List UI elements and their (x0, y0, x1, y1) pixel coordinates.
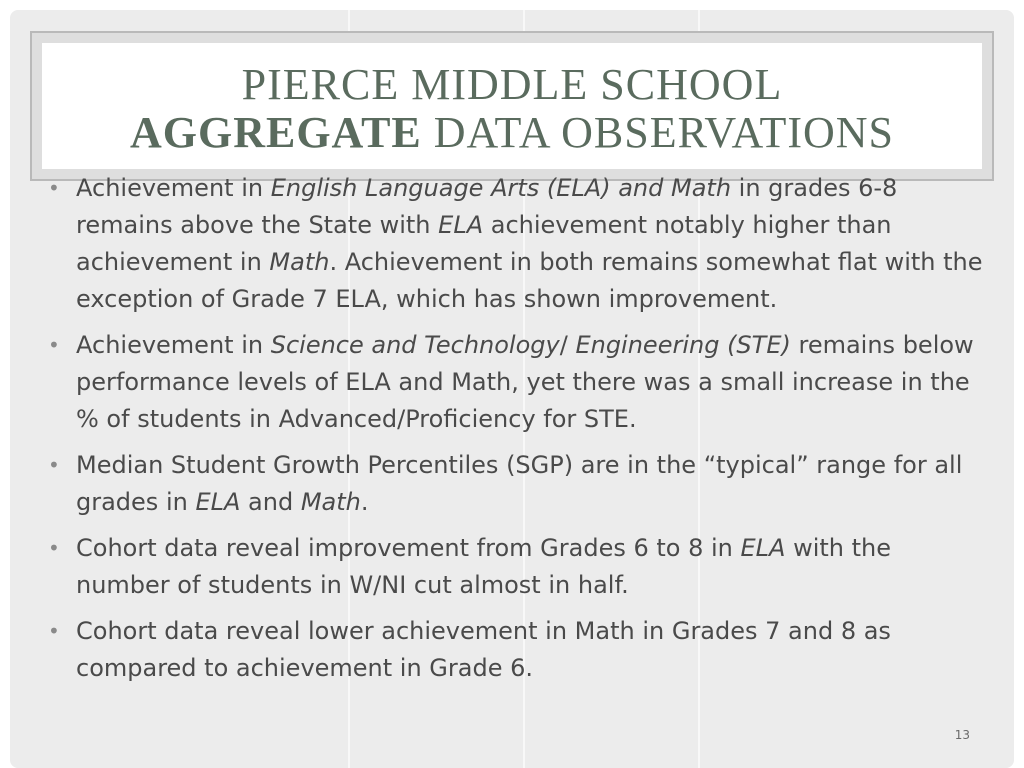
title-line-1: PIERCE MIDDLE SCHOOL (241, 60, 783, 109)
bullet-text: . (360, 488, 369, 516)
bullet-italic-text: ELA (438, 211, 484, 239)
bullet-italic-text: ELA (195, 488, 241, 516)
bullet-italic-text: Math (300, 488, 361, 516)
bullet-text: with the number of students in W/NI cut almost in half. (76, 534, 892, 599)
bullet-item (48, 447, 988, 521)
bullet-icon: • (48, 333, 60, 357)
bullet-text: Median Student Growth Percentiles (SGP) are in the “typical” range for all grades in (76, 451, 963, 516)
bullet-icon: • (48, 536, 60, 560)
bullet-icon: • (48, 619, 60, 643)
title-frame (30, 31, 994, 181)
bullet-item (48, 530, 988, 604)
bullet-text: Cohort data reveal improvement from Grades 6 to 8 in (76, 534, 741, 562)
title-rest: DATA OBSERVATIONS (421, 108, 894, 157)
bullet-italic-text: Science and Technology (270, 331, 560, 359)
title-bold-word: AGGREGATE (129, 108, 422, 157)
bullet-text: and (240, 488, 301, 516)
bullet-text: / (559, 331, 576, 359)
title-box (42, 43, 982, 169)
bullet-item (48, 613, 988, 687)
bullet-item (48, 327, 988, 438)
slide-number: 13 (954, 728, 970, 742)
slide (10, 10, 1014, 768)
bullet-italic-text: ELA (740, 534, 786, 562)
bullet-item (48, 170, 988, 318)
bullet-icon: • (48, 176, 60, 200)
bullet-list (48, 170, 988, 696)
bullet-text: Achievement in (76, 331, 271, 359)
bullet-italic-text: English Language Arts (ELA) and Math (270, 174, 732, 202)
bullet-text: . Achievement in both remains somewhat flat with the exception of Grade 7 ELA, which has shown improvement. (76, 248, 983, 313)
bullet-italic-text: Math (269, 248, 330, 276)
bullet-italic-text: Engineering (STE) (575, 331, 791, 359)
bullet-icon: • (48, 453, 60, 477)
title-line-2 (130, 109, 894, 157)
bullet-text: remains below performance levels of ELA and Math, yet there was a small increase in the % of students in Advanced/Proficiency for STE. (76, 331, 974, 433)
bullet-text: Cohort data reveal lower achievement in Math in Grades 7 and 8 as compared to achievement in Grade 6. (76, 617, 891, 682)
bullet-text: in grades 6-8 remains above the State with (76, 174, 898, 239)
bullet-text: achievement notably higher than achievement in (76, 211, 892, 276)
bullet-text: Achievement in (76, 174, 271, 202)
